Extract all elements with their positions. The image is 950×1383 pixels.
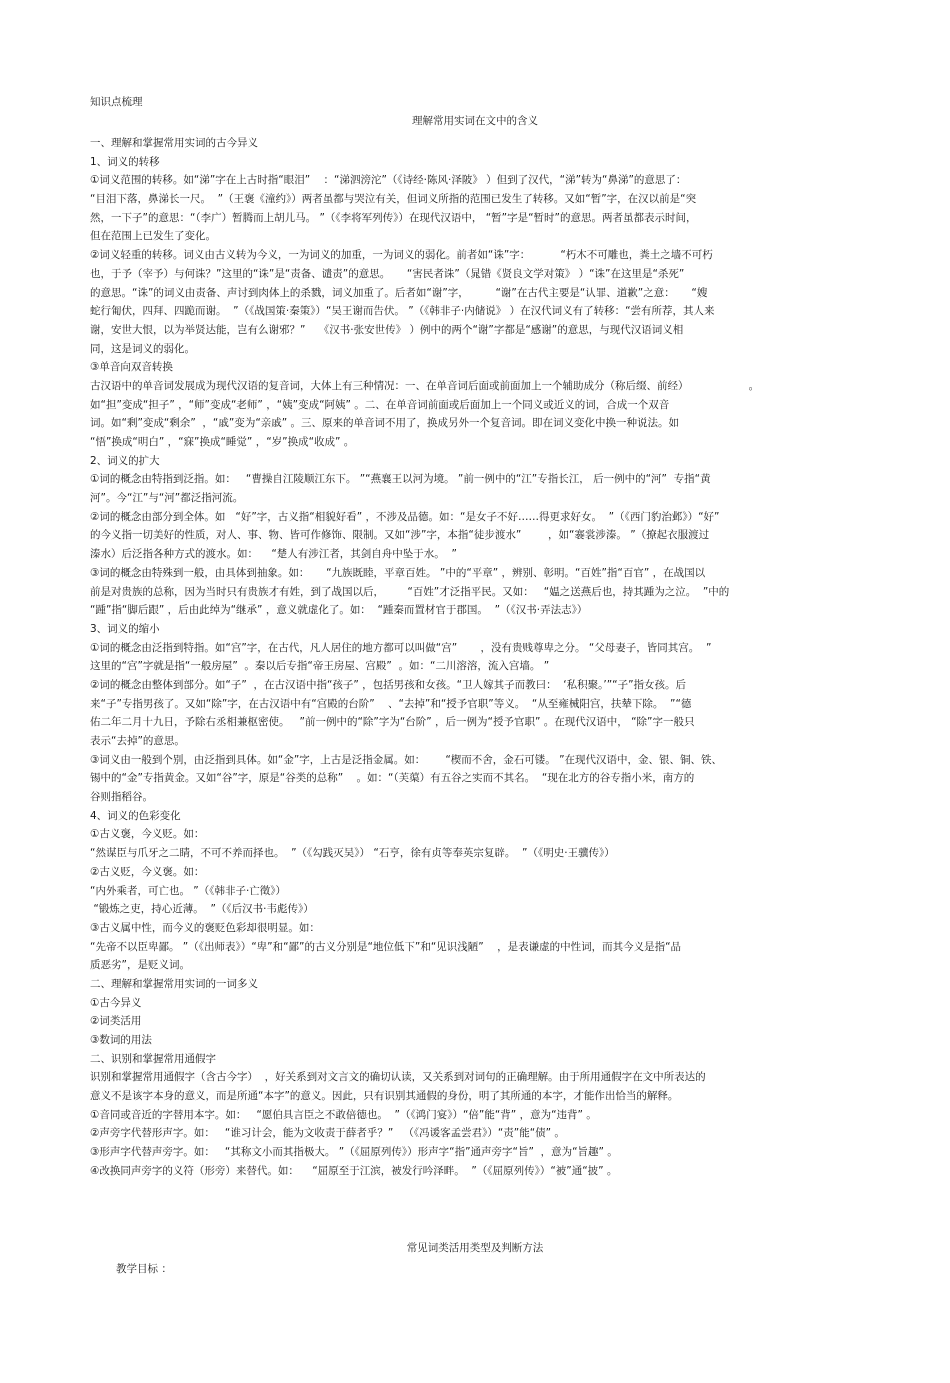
- text-line: ②词类活用: [90, 1015, 142, 1028]
- text-line: 谷则指稻谷。: [90, 791, 153, 804]
- text-line: 的意思。“诛”的词义由责备、声讨到肉体上的杀戮，词义加重了。后者如“谢”字， “谢”在古代主要是“认罪、道歉”之意： “嫂: [90, 286, 708, 299]
- text-line: “锻炼之吏，持心近薄。 ”（《后汉书·韦彪传》）: [90, 903, 314, 916]
- text-line: 蛇行匍伏，四拜、四跪而谢。 ”（《战国策·秦策》）“吴王谢而告伏。 ”（《韩非子·内储说》 ）在汉代词义有了转移：“尝有所荐，其人来: [90, 305, 715, 318]
- text-line: 2、词义的扩大: [90, 454, 160, 467]
- text-line: ③数词的用法: [90, 1034, 152, 1046]
- text-line: ①古今异义: [90, 996, 142, 1009]
- text-line: ②古义贬，今义褒。如：: [90, 865, 205, 878]
- text-line: ①音同或音近的字替用本字。如： “愿伯具言臣之不敢倍德也。 ”（《鸿门宴》）“倍”能“背” ，意为“违背” 。: [90, 1108, 597, 1121]
- text-line: “然谋臣与爪牙之二睛，不可不养而择也。 ”（《勾践灭吴》） “石亨，徐有贞等奉英宗复辟。 ”（《明史·王骥传》）: [90, 847, 615, 860]
- text-line: 也，于予（宰予）与何诛？”这里的“诛”是“责备、谴责”的意思。 “害民者诛”（晁错《贤良文学对策》 ）“诛”在这里是“杀死”: [90, 267, 685, 280]
- text-line: 表示“去掉”的意思。: [90, 735, 185, 747]
- text-line: ②词的概念由部分到全体。如 “好”字，古义指“相貌好看” ，不涉及品德。如：“是女子不好……得更求好女。 ”（《西门豹治邺》）“好”: [90, 510, 720, 523]
- document-label: 知识点梳理: [90, 96, 143, 108]
- text-line: ③词的概念由特殊到一般，由具体到抽象。如： “九族既睦，平章百姓。 ”中的“平章” ，辨别、彰明。“百姓”指“百官” ，在战国以: [90, 566, 706, 579]
- text-line: 词。如“剩”变成“剩余” ，“戚”变为“亲戚” 。三、原来的单音词不用了，换成另外一个复音词。即在词义变化中换一种说法。如: [90, 417, 680, 430]
- text-line: ①古义褒，今义贬。如：: [90, 828, 205, 841]
- text-line: 意义不是该字本身的意义，而是所通“本字”的意义。因此，只有识别其通假的身份，明了其所通的本字，才能作出恰当的解释。: [90, 1090, 679, 1103]
- section-title: 常见词类活用类型及判断方法: [406, 1242, 544, 1254]
- text-line: ③词义由一般到个别，由泛指到具体。如“金”字，上古是泛指金属。如： “楔而不舍，金石可镂。 ”在现代汉语中，金、银、铜、铁、: [90, 753, 723, 766]
- text-line: 佑二年二月十九日，予除右丞相兼枢密使。 ”前一例中的“除”字为“台阶” ，后一例为“授予官职” 。在现代汉语中， “除”字一般只: [90, 716, 695, 729]
- text-line: 但在范围上已发生了变化。: [90, 230, 216, 243]
- text-line: ③形声字代替声旁字。如： “其称文小而其指极大。 ”（《屈原列传》）形声字“指”通声旁字“旨” ，意为“旨趣” 。: [90, 1146, 618, 1159]
- text-line: 识别和掌握常用通假字（含古今字） ，好关系到对文言文的确切认读，又关系到对词句的正确理解。由于所用通假字在文中所表达的: [90, 1071, 706, 1084]
- text-line: 这里的“宫”字就是指“一般房屋” 。秦以后专指“帝王房屋、宫殿” 。如：“二川溶溶，流入宫墙。 ”: [90, 660, 550, 673]
- document-body: [90, 134, 860, 1181]
- text-line: ②词义轻重的转移。词义由古义转为今义，一为词义的加重，一为词义的弱化。前者如“诛”字： “朽木不可雕也，粪土之墙不可朽: [90, 249, 713, 262]
- teaching-goal: 教学目标 ：: [116, 1263, 172, 1275]
- text-line: ①词的概念由特指到泛指。如： “曹操自江陵顺江东下。 ”“燕襄王以河为境。 ”前一例中的“江”专指长江， 后一例中的“河” 专指“黄: [90, 473, 711, 486]
- text-line: 同，这是词义的弱化。: [90, 342, 195, 355]
- text-line: ①词义范围的转移。如“涕”字在上古时指“眼泪” ：“涕泗滂沱”（《诗经·陈风·泽陂》 ）但到了汉代，“涕”转为“鼻涕”的意思了：: [90, 174, 687, 187]
- text-line: 溱水）后泛指各种方式的渡水。如： “楚人有涉江者，其剑自舟中坠于水。 ”: [90, 548, 457, 561]
- text-line: 4、词义的色彩变化: [90, 809, 181, 822]
- text-line: “踵”指“脚后跟” ，后由此绰为“继承” ，意义就虚化了。如： “踵秦而置材官于郡国。 ”（《汉书·弄法志》）: [90, 604, 588, 617]
- text-line: 二、识别和掌握常用通假字: [90, 1052, 216, 1065]
- text-line: ②声旁字代替形声字。如： “谁习计会，能为文收责于薛者乎？” （《冯谖客孟尝君》）“责”能“债” 。: [90, 1127, 565, 1140]
- text-line: 质恶劣”，是贬义词。: [90, 959, 190, 972]
- text-line: 谢，安世大恨，以为举贤达能，岂有么谢邪？” 《汉书·张安世传》 ）例中的两个“谢”字都是“感谢”的意思，与现代汉语词义相: [90, 323, 684, 336]
- text-line: 如“担”变成“担子” ，“师”变成“老师” ，“姨”变成“阿姨” 。二、在单音词前面或后面加上一个同义或近义的词，合成一个双音: [90, 398, 670, 411]
- text-line: ③单音向双音转换: [90, 361, 173, 374]
- text-line: 来“子”专指男孩了。又如“除”字，在古汉语中有“宫殿的台阶” 、“去掉”和“授予官职”等义。 “从至雍械阳宫，扶辇下除。 ”“德: [90, 697, 692, 710]
- text-line: “目泪下落，鼻涕长一尺。 ”（王褒《潼约》）两者虽都与哭泣有关，但词义所指的范围已发生了转移。又如“暂”字，在汉以前是“突: [90, 193, 697, 206]
- text-line: “内外乘者，可亡也。 ”（《韩非子·亡徵》）: [90, 884, 287, 897]
- text-line: 二、理解和掌握常用实词的一词多义: [90, 977, 258, 990]
- text-line: ④改换同声旁字的义符（形旁）来替代。如： “屈原至于江滨，被发行吟泽畔。 ”（《屈原列传》）“被”通“披” 。: [90, 1164, 618, 1177]
- text-line: 河”。今“江”与“河”都泛指河流。: [90, 492, 244, 505]
- document-title: 理解常用实词在文中的含义: [412, 115, 538, 127]
- text-line: 锡中的“金”专指黄金。又如“谷”字，原是“谷类的总称” 。如：“（芙蕖）有五谷之实而不其名。 “现在北方的谷专指小米，南方的: [90, 772, 695, 785]
- text-line: 然，一下子”的意思：“（李广）暂腾而上胡儿马。 ”（《李将军列传》）在现代汉语中， “暂”字是“暂时”的意思。两者虽都表示时间，: [90, 211, 697, 224]
- text-line: ③古义属中性，而今义的褒贬色彩却很明显。如：: [90, 921, 320, 934]
- text-line: “悟”换成“明白” ，“寐”换成“睡觉” ，“岁”换成“收成” 。: [90, 436, 355, 448]
- text-line: ①词的概念由泛指到特指。如“宫”字，在古代，凡人居住的地方都可以叫做“宫” ，没有贵贱尊卑之分。 “父母妻子，皆同其宫。 ”: [90, 641, 712, 654]
- text-line: 前是对贵族的总称，因为当时只有贵族才有姓，到了战国以后， “百姓”才泛指平民。又如： “媪之送燕后也，持其踵为之泣。 ”中的: [90, 585, 730, 598]
- text-line: 3、词义的缩小: [90, 622, 160, 635]
- text-line: 一、理解和掌握常用实词的古今异义: [90, 137, 258, 149]
- text-line: ②词的概念由整体到部分。如“子” ，在古汉语中指“孩子” ，包括男孩和女孩。“卫人嫁其子而教曰： ‘私积聚。’”“子”指女孩。后: [90, 678, 687, 691]
- text-line: “先帝不以臣卑鄙。 ”（《出师表》）“卑”和“鄙”的古义分别是“地位低下”和“见识浅陋” ，是表谦虚的中性词，而其今义是指“品: [90, 940, 682, 953]
- text-line: 的今义指一切美好的性质，对人、事、物、皆可作修饰、限制。又如“涉”字，本指“徒步渡水” ，如“褰裳涉溱。 ”（撩起衣服渡过: [90, 529, 710, 542]
- text-line: 1、词义的转移: [90, 155, 160, 168]
- text-line: 古汉语中的单音词发展成为现代汉语的复音词，大体上有三种情况：一、在单音词后面或前面加上一个辅助成分（称后缀、前经） 。: [90, 379, 760, 392]
